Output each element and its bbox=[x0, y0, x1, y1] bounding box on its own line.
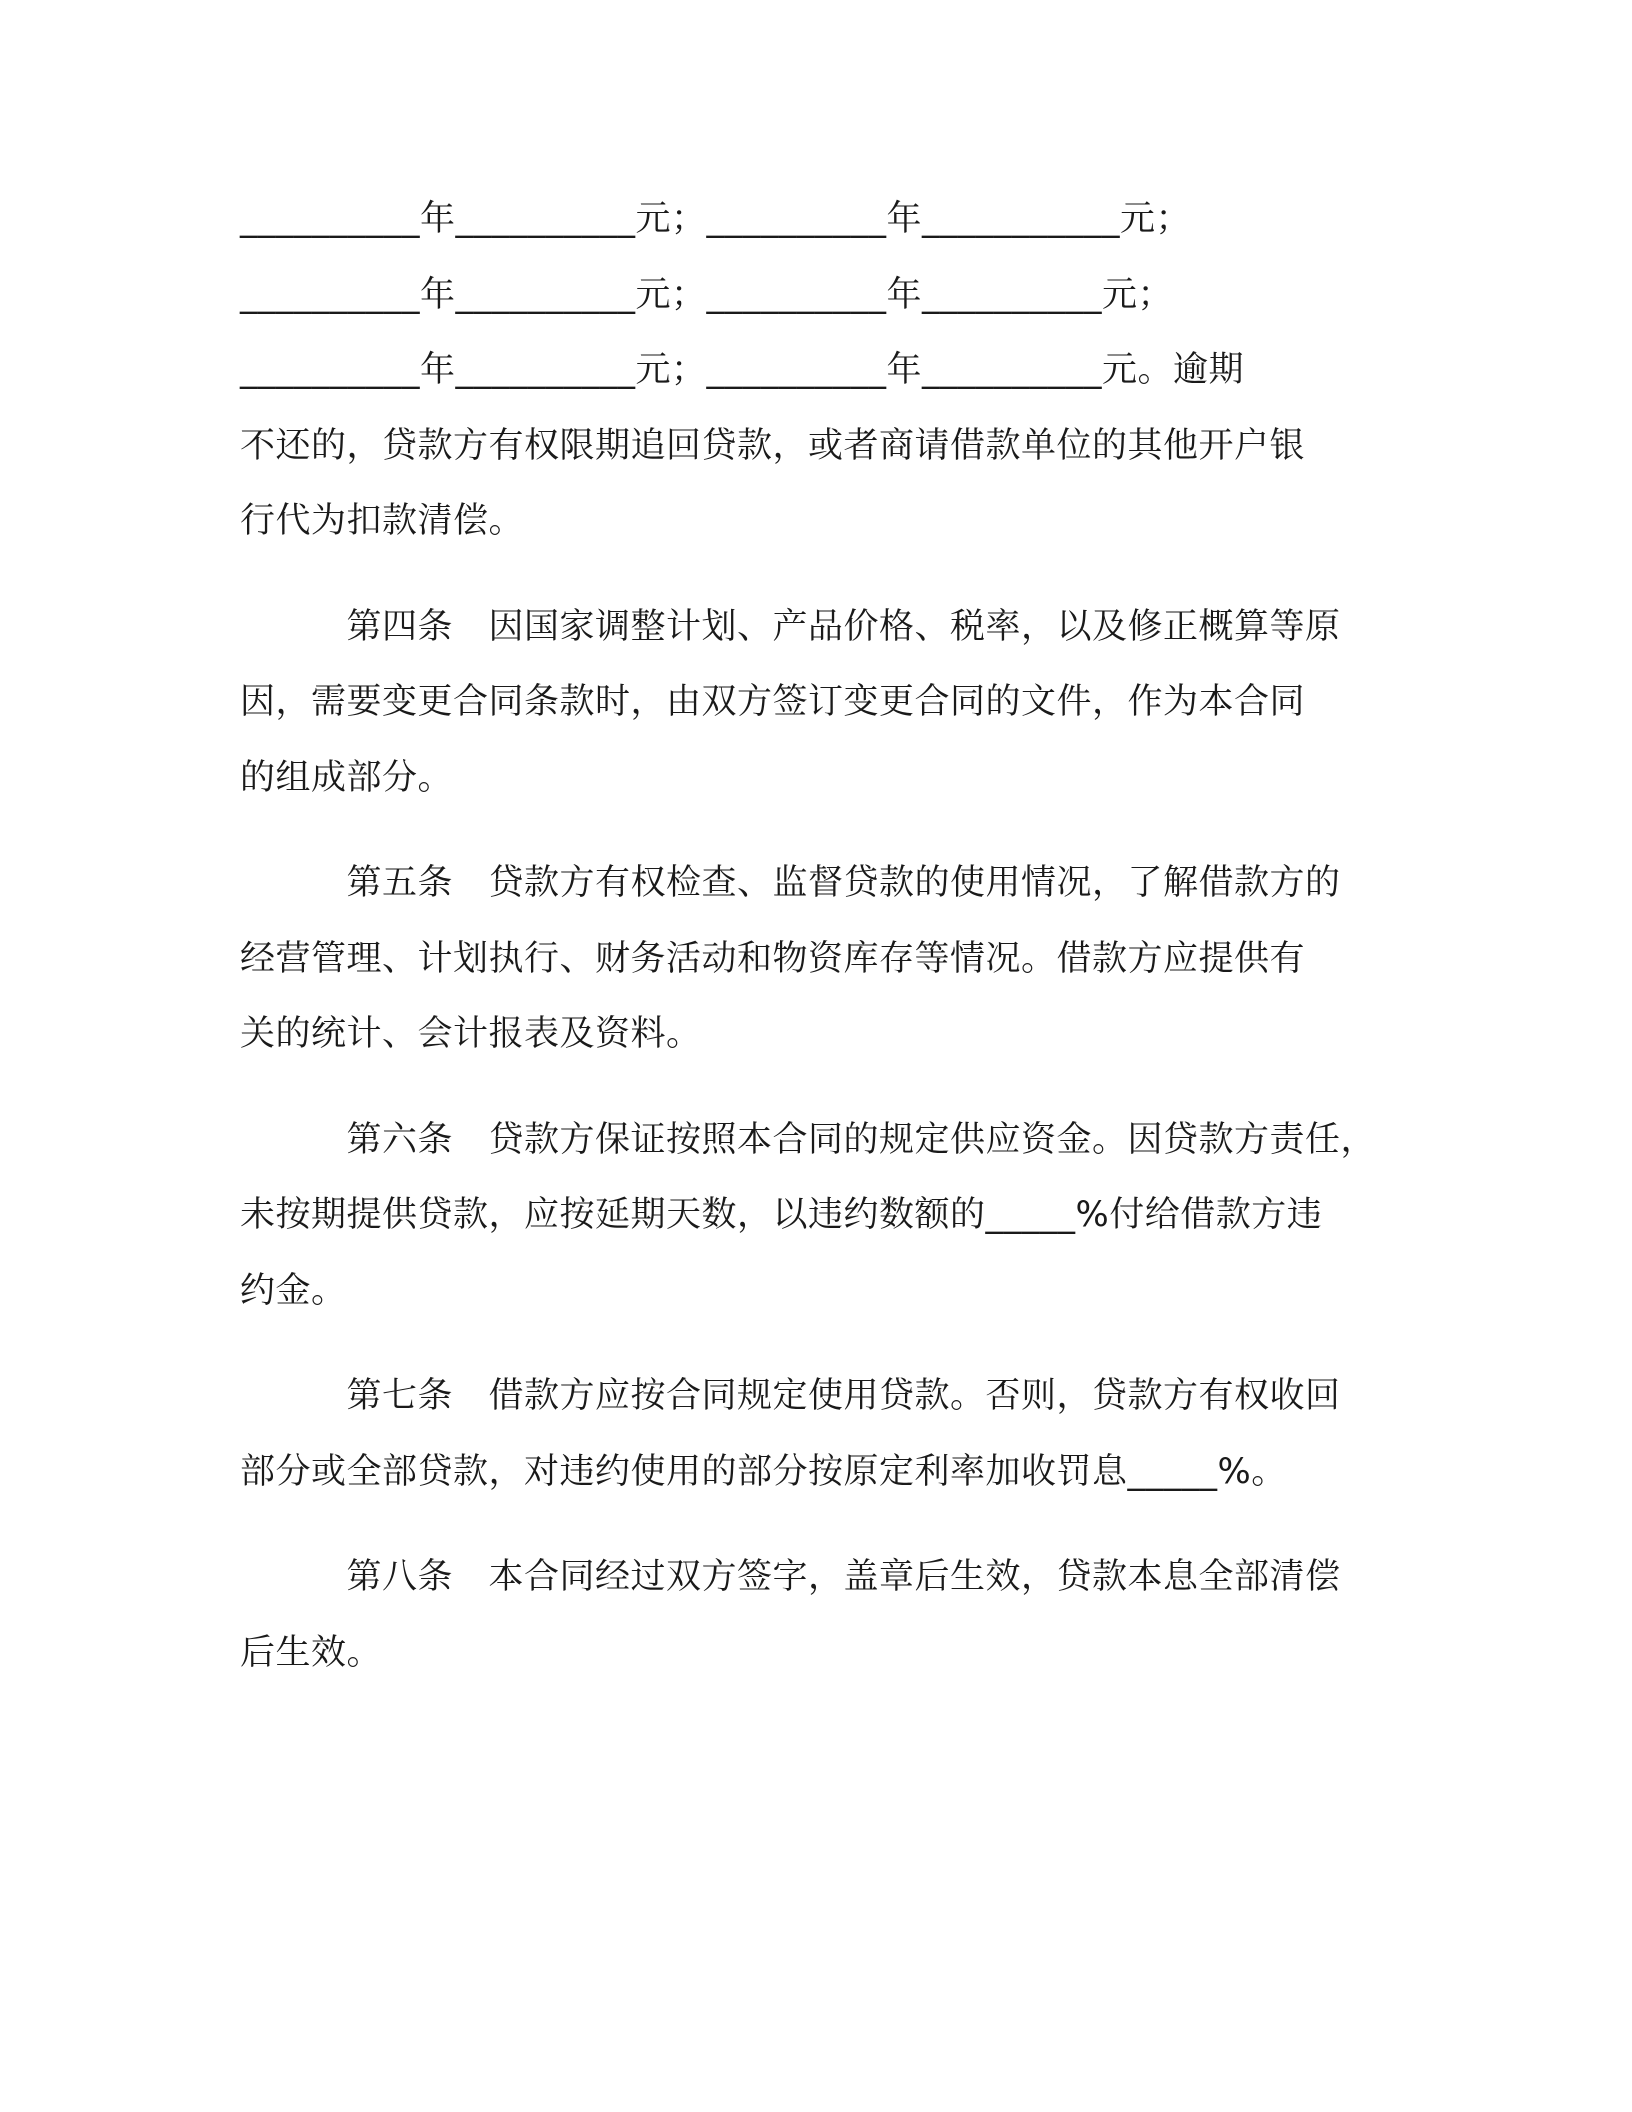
text-line: __________年__________元；__________年___________元； bbox=[240, 199, 1192, 239]
text-line: __________年__________元；__________年__________元； bbox=[240, 275, 1174, 315]
text-line: 未按期提供贷款，应按延期天数，以违约数额的_____%付给借款方违 bbox=[240, 1195, 1323, 1235]
text-line: 约金。 bbox=[240, 1271, 347, 1311]
text-line: __________年__________元；__________年__________元。逾期 bbox=[240, 350, 1245, 390]
article-4-line: 第四条 因国家调整计划、产品价格、税率，以及修正概算等原 bbox=[240, 607, 1341, 647]
text-line: 行代为扣款清偿。 bbox=[240, 501, 525, 541]
text-line: 因，需要变更合同条款时，由双方签订变更合同的文件，作为本合同 bbox=[240, 682, 1306, 722]
article-7-line: 第七条 借款方应按合同规定使用贷款。否则，贷款方有权收回 bbox=[240, 1376, 1341, 1416]
text-line: 部分或全部贷款，对违约使用的部分按原定利率加收罚息_____%。 bbox=[240, 1452, 1287, 1492]
text-line: 的组成部分。 bbox=[240, 758, 454, 798]
text-line: 关的统计、会计报表及资料。 bbox=[240, 1014, 702, 1054]
text-line: 经营管理、计划执行、财务活动和物资库存等情况。借款方应提供有 bbox=[240, 939, 1306, 979]
article-5-line: 第五条 贷款方有权检查、监督贷款的使用情况，了解借款方的 bbox=[240, 863, 1341, 903]
text-line: 不还的，贷款方有权限期追回贷款，或者商请借款单位的其他开户银 bbox=[240, 426, 1306, 466]
article-8-line: 第八条 本合同经过双方签字，盖章后生效，贷款本息全部清偿 bbox=[240, 1557, 1341, 1597]
article-6-line: 第六条 贷款方保证按照本合同的规定供应资金。因贷款方责任， bbox=[240, 1120, 1377, 1160]
text-line: 后生效。 bbox=[240, 1633, 383, 1673]
